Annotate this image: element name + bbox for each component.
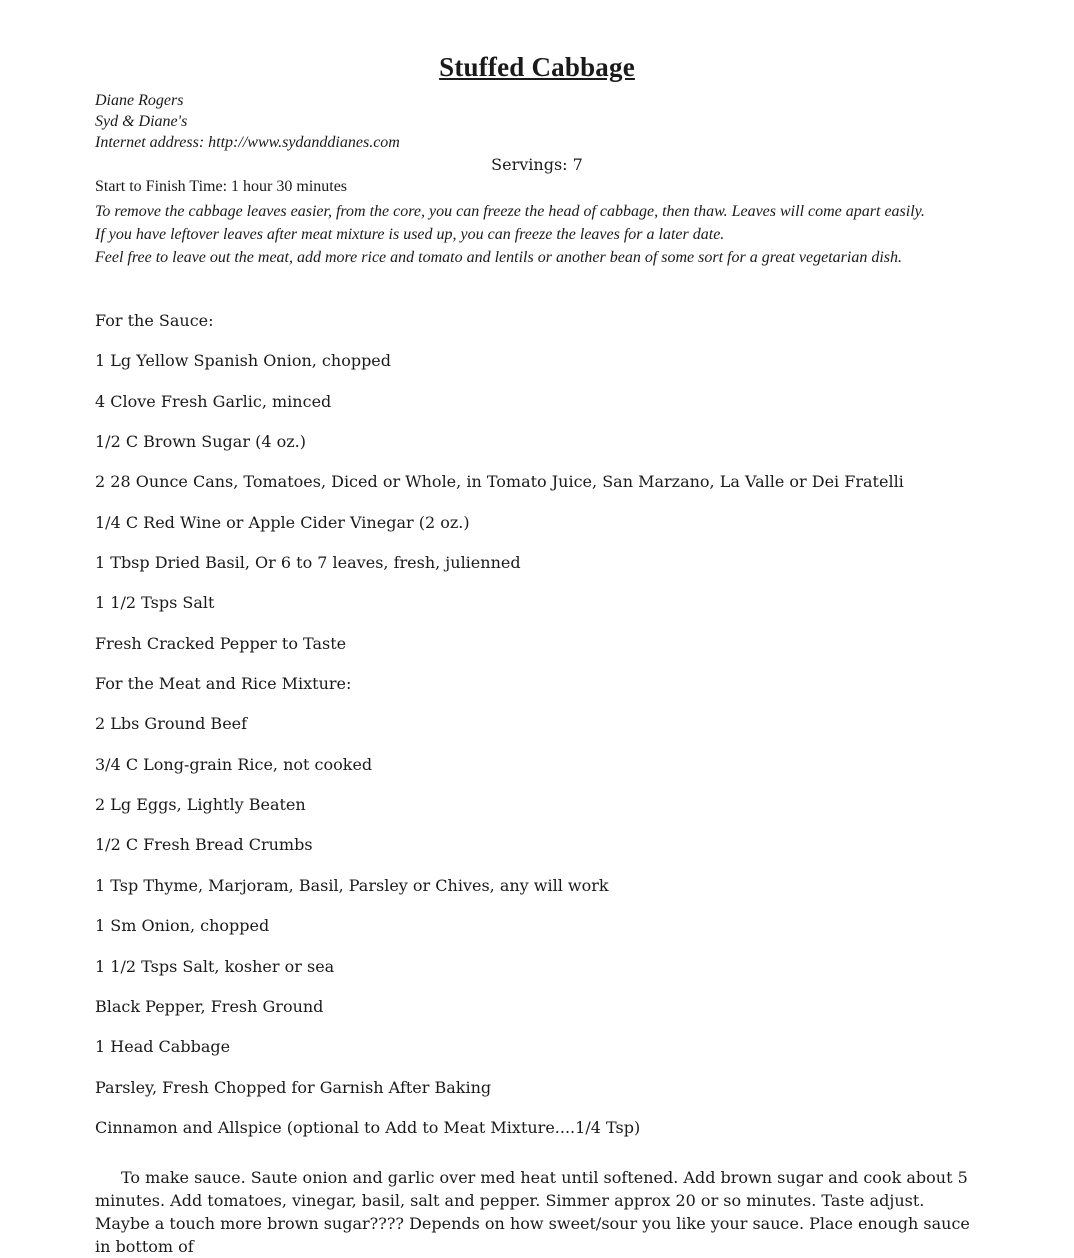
ingredient-line: 1 1/2 Tsps Salt (95, 593, 215, 612)
meat-rice-heading: For the Meat and Rice Mixture: (95, 674, 352, 693)
ingredient-line: 2 Lg Eggs, Lightly Beaten (95, 795, 306, 814)
ingredient-line: 1 Lg Yellow Spanish Onion, chopped (95, 351, 392, 370)
recipe-meta (95, 90, 400, 153)
ingredient-line: 1/2 C Brown Sugar (4 oz.) (95, 432, 306, 451)
ingredient-line: 1 1/2 Tsps Salt, kosher or sea (95, 957, 335, 976)
recipe-notes (95, 200, 975, 269)
ingredient-line: 4 Clove Fresh Garlic, minced (95, 392, 332, 411)
ingredient-line: 1 Head Cabbage (95, 1037, 231, 1056)
servings (0, 155, 1074, 174)
note: Feel free to leave out the meat, add more rice and tomato and lentils or another bean of some sort for a great vegetarian dish. (95, 249, 902, 266)
sauce-heading: For the Sauce: (95, 311, 214, 330)
source-name: Syd & Diane's (95, 113, 188, 130)
author-name: Diane Rogers (95, 92, 184, 109)
ingredient-line: 1 Sm Onion, chopped (95, 916, 270, 935)
ingredient-line: Parsley, Fresh Chopped for Garnish After Baking (95, 1078, 492, 1097)
directions-paragraph: To make sauce. Saute onion and garlic over med heat until softened. Add brown sugar and cook about 5 minutes. Add tomatoes, vinegar, basil, salt and pepper. Simmer approx 20 or so minutes. Taste adjust. Maybe a touch more brown sugar???? Depends on how sweet/sour you like your sauce. Place enough sauce in bottom of (95, 1168, 970, 1256)
recipe-title: Stuffed Cabbage (439, 52, 635, 82)
ingredient-line: 2 Lbs Ground Beef (95, 714, 248, 733)
ingredient-line: Cinnamon and Allspice (optional to Add to Meat Mixture....1/4 Tsp) (95, 1118, 641, 1137)
ingredient-line: 3/4 C Long-grain Rice, not cooked (95, 755, 373, 774)
ingredient-line: 1/2 C Fresh Bread Crumbs (95, 835, 313, 854)
ingredient-line: 1 Tbsp Dried Basil, Or 6 to 7 leaves, fresh, julienned (95, 553, 521, 572)
internet-address: Internet address: http://www.sydanddianes.com (95, 134, 400, 151)
ingredient-line: Black Pepper, Fresh Ground (95, 997, 324, 1016)
note: To remove the cabbage leaves easier, from the core, you can freeze the head of cabbage, then thaw. Leaves will come apart easily. (95, 203, 925, 220)
note: If you have leftover leaves after meat mixture is used up, you can freeze the leaves for a later date. (95, 226, 725, 243)
ingredient-line: 2 28 Ounce Cans, Tomatoes, Diced or Whole, in Tomato Juice, San Marzano, La Valle or Dei Fratelli (95, 472, 904, 491)
servings-text: Servings: 7 (491, 155, 583, 174)
ingredient-line: Fresh Cracked Pepper to Taste (95, 634, 347, 653)
ingredient-line: 1 Tsp Thyme, Marjoram, Basil, Parsley or Chives, any will work (95, 876, 609, 895)
ingredient-line: 1/4 C Red Wine or Apple Cider Vinegar (2 oz.) (95, 513, 470, 532)
start-to-finish-time: Start to Finish Time: 1 hour 30 minutes (95, 178, 348, 195)
